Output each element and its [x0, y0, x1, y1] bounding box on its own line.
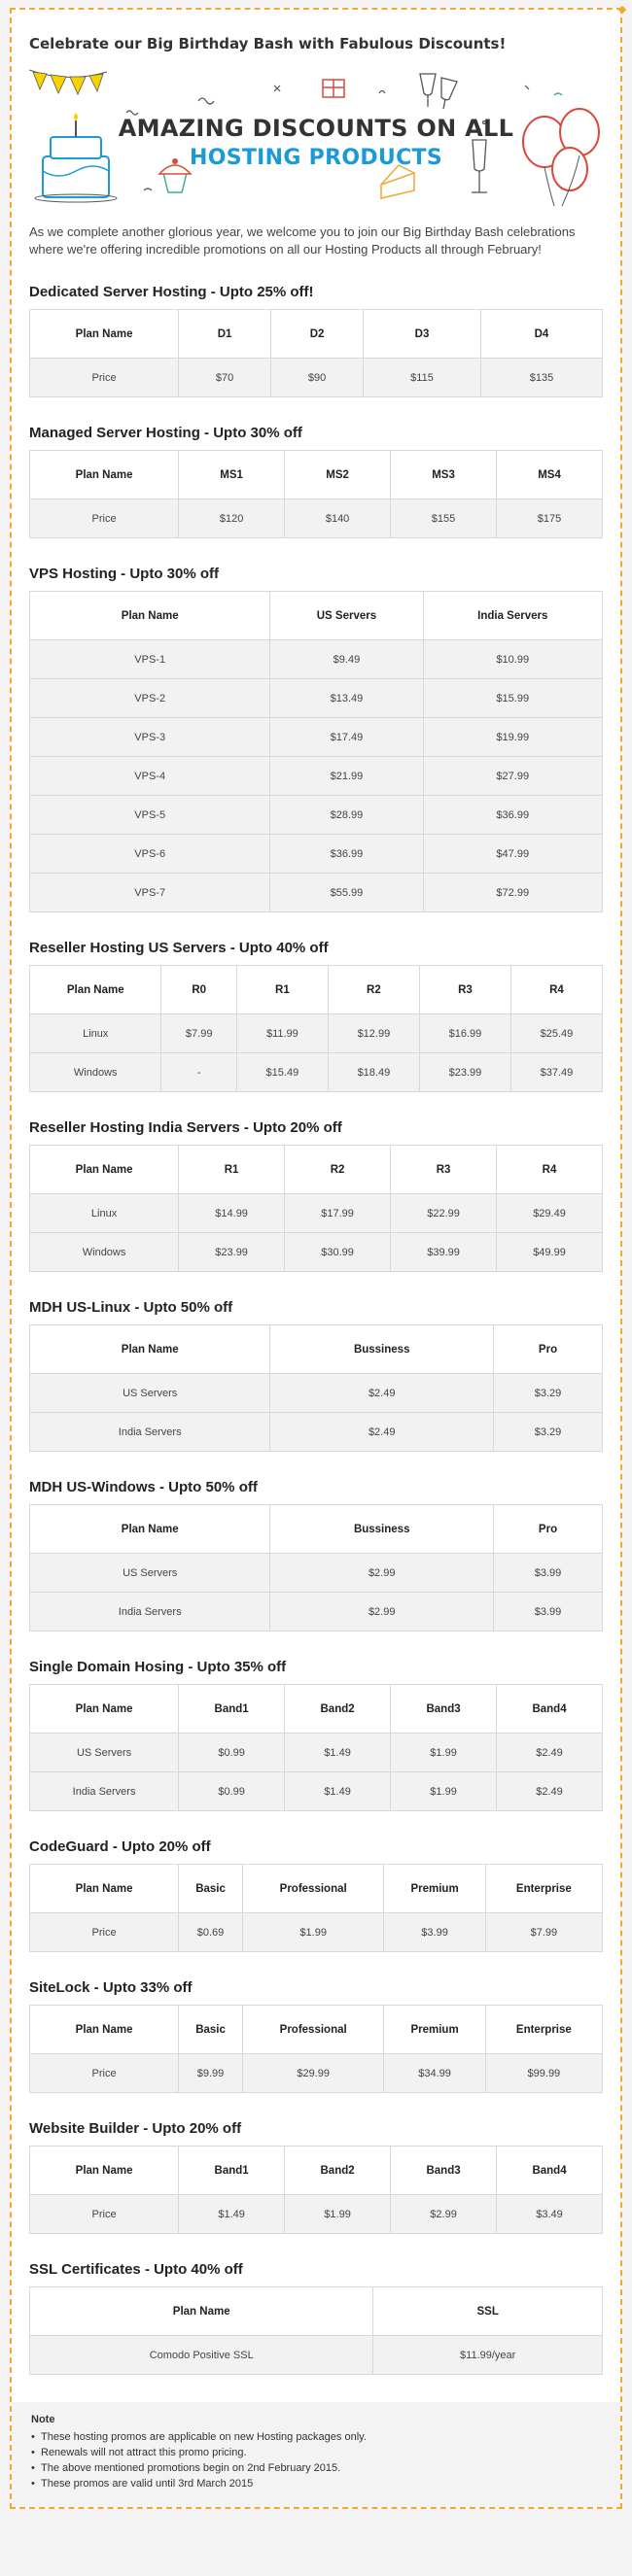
- table-row: [30, 359, 603, 397]
- table-header-row: [30, 1865, 603, 1913]
- table-header-row: [30, 2006, 603, 2054]
- price-cell: $2.49: [497, 1772, 603, 1811]
- table-row: [30, 1554, 603, 1593]
- table-row: [30, 796, 603, 835]
- table-header-row: [30, 592, 603, 640]
- column-header: Professional: [242, 2006, 383, 2054]
- price-cell: $14.99: [179, 1194, 285, 1233]
- table-row: [30, 874, 603, 912]
- price-cell: $30.99: [285, 1233, 391, 1272]
- note-item: • These promos are valid until 3rd March 2015: [31, 2478, 601, 2490]
- pricing-table: [29, 2005, 603, 2093]
- column-header: India Servers: [423, 592, 603, 640]
- row-label: India Servers: [30, 1772, 179, 1811]
- price-cell: $39.99: [391, 1233, 497, 1272]
- table-header-row: [30, 310, 603, 359]
- column-header: D4: [480, 310, 602, 359]
- price-cell: $29.49: [497, 1194, 603, 1233]
- price-cell: $1.99: [242, 1913, 383, 1952]
- column-header: Band2: [285, 2147, 391, 2195]
- price-cell: $15.49: [236, 1053, 328, 1092]
- cake-slice-icon: [381, 165, 414, 198]
- column-header: Plan Name: [30, 2287, 373, 2336]
- table-header-row: [30, 2147, 603, 2195]
- column-header: MS1: [179, 451, 285, 499]
- price-cell: $90: [271, 359, 364, 397]
- price-cell: $27.99: [423, 757, 603, 796]
- price-cell: $1.99: [391, 1772, 497, 1811]
- price-cell: $140: [285, 499, 391, 538]
- table-row: [30, 1053, 603, 1092]
- pricing-sections: [29, 284, 603, 2375]
- table-header-row: [30, 2287, 603, 2336]
- column-header: Band1: [179, 1685, 285, 1734]
- pricing-table: [29, 450, 603, 538]
- column-header: Band4: [497, 2147, 603, 2195]
- section-title: SiteLock - Upto 33% off: [29, 1979, 193, 1996]
- price-cell: $28.99: [270, 796, 423, 835]
- table-header-row: [30, 1685, 603, 1734]
- section-title: Website Builder - Upto 20% off: [29, 2120, 242, 2137]
- section-title: Reseller Hosting India Servers - Upto 20% off: [29, 1119, 342, 1136]
- price-cell: $18.49: [328, 1053, 419, 1092]
- table-row: [30, 1593, 603, 1631]
- column-header: Plan Name: [30, 966, 161, 1014]
- price-cell: $3.29: [494, 1374, 603, 1413]
- price-cell: -: [161, 1053, 236, 1092]
- price-cell: $0.99: [179, 1772, 285, 1811]
- price-cell: $155: [391, 499, 497, 538]
- price-cell: $15.99: [423, 679, 603, 718]
- price-cell: $120: [179, 499, 285, 538]
- banner-subheadline: HOSTING PRODUCTS: [190, 146, 442, 170]
- section-title: SSL Certificates - Upto 40% off: [29, 2261, 243, 2278]
- price-cell: $9.49: [270, 640, 423, 679]
- note-item: • Renewals will not attract this promo pricing.: [31, 2447, 601, 2458]
- price-cell: $1.49: [285, 1734, 391, 1772]
- table-row: [30, 679, 603, 718]
- promo-frame: [10, 4, 627, 2509]
- price-cell: $2.99: [391, 2195, 497, 2234]
- price-cell: $23.99: [419, 1053, 510, 1092]
- note-list: [31, 2431, 601, 2490]
- column-header: Premium: [384, 1865, 485, 1913]
- column-header: D1: [179, 310, 271, 359]
- corner-arrow-icon: ◆: [617, 4, 627, 16]
- row-label: VPS-7: [30, 874, 270, 912]
- section-title: CodeGuard - Upto 20% off: [29, 1838, 211, 1855]
- row-label: VPS-3: [30, 718, 270, 757]
- price-cell: $1.49: [285, 1772, 391, 1811]
- price-cell: $55.99: [270, 874, 423, 912]
- price-cell: $3.29: [494, 1413, 603, 1452]
- row-label: VPS-1: [30, 640, 270, 679]
- table-row: [30, 1913, 603, 1952]
- note-item: • The above mentioned promotions begin on 2nd February 2015.: [31, 2462, 601, 2474]
- row-label: VPS-4: [30, 757, 270, 796]
- column-header: Enterprise: [485, 1865, 602, 1913]
- price-cell: $10.99: [423, 640, 603, 679]
- column-header: D3: [364, 310, 481, 359]
- price-cell: $11.99/year: [373, 2336, 603, 2375]
- price-cell: $25.49: [510, 1014, 602, 1053]
- note-item: • These hosting promos are applicable on new Hosting packages only.: [31, 2431, 601, 2443]
- column-header: Pro: [494, 1505, 603, 1554]
- price-cell: $13.49: [270, 679, 423, 718]
- price-cell: $0.69: [179, 1913, 243, 1952]
- section-title: MDH US-Linux - Upto 50% off: [29, 1299, 233, 1316]
- pricing-table: [29, 2286, 603, 2375]
- price-cell: $115: [364, 359, 481, 397]
- pricing-table: [29, 965, 603, 1092]
- column-header: Professional: [242, 1865, 383, 1913]
- column-header: Basic: [179, 2006, 243, 2054]
- table-header-row: [30, 1325, 603, 1374]
- price-cell: $2.99: [270, 1593, 494, 1631]
- section-title: VPS Hosting - Upto 30% off: [29, 566, 219, 582]
- column-header: MS2: [285, 451, 391, 499]
- column-header: Plan Name: [30, 592, 270, 640]
- row-label: Price: [30, 359, 179, 397]
- table-row: [30, 757, 603, 796]
- section-title: Reseller Hosting US Servers - Upto 40% off: [29, 940, 329, 956]
- price-cell: $17.99: [285, 1194, 391, 1233]
- note-title: Note: [31, 2414, 55, 2425]
- price-cell: $37.49: [510, 1053, 602, 1092]
- row-label: Linux: [30, 1194, 179, 1233]
- table-row: [30, 835, 603, 874]
- price-cell: $3.99: [494, 1593, 603, 1631]
- column-header: SSL: [373, 2287, 603, 2336]
- price-cell: $99.99: [485, 2054, 602, 2093]
- column-header: R0: [161, 966, 236, 1014]
- column-header: Plan Name: [30, 310, 179, 359]
- price-cell: $17.49: [270, 718, 423, 757]
- table-header-row: [30, 1505, 603, 1554]
- column-header: MS4: [497, 451, 603, 499]
- price-cell: $36.99: [423, 796, 603, 835]
- row-label: Windows: [30, 1233, 179, 1272]
- column-header: Basic: [179, 1865, 243, 1913]
- column-header: Bussiness: [270, 1325, 494, 1374]
- pricing-table: [29, 1684, 603, 1811]
- table-row: [30, 1772, 603, 1811]
- column-header: Pro: [494, 1325, 603, 1374]
- row-label: Price: [30, 2054, 179, 2093]
- gift-icon: [323, 80, 344, 97]
- column-header: D2: [271, 310, 364, 359]
- table-row: [30, 2195, 603, 2234]
- pricing-table: [29, 1864, 603, 1952]
- price-cell: $175: [497, 499, 603, 538]
- table-row: [30, 640, 603, 679]
- price-cell: $3.99: [384, 1913, 485, 1952]
- column-header: Bussiness: [270, 1505, 494, 1554]
- column-header: Plan Name: [30, 1685, 179, 1734]
- section-title: Single Domain Hosing - Upto 35% off: [29, 1659, 287, 1675]
- column-header: R4: [510, 966, 602, 1014]
- column-header: R4: [497, 1146, 603, 1194]
- table-header-row: [30, 966, 603, 1014]
- wine-glasses-icon: [420, 74, 457, 109]
- column-header: Band2: [285, 1685, 391, 1734]
- column-header: R2: [285, 1146, 391, 1194]
- section-title: Managed Server Hosting - Upto 30% off: [29, 425, 302, 441]
- price-cell: $3.99: [494, 1554, 603, 1593]
- pricing-table: [29, 1324, 603, 1452]
- column-header: Plan Name: [30, 1146, 179, 1194]
- table-row: [30, 2054, 603, 2093]
- table-row: [30, 2336, 603, 2375]
- price-cell: $2.99: [270, 1554, 494, 1593]
- flag-bunting-icon: [29, 70, 107, 94]
- column-header: Plan Name: [30, 2147, 179, 2195]
- price-cell: $16.99: [419, 1014, 510, 1053]
- row-label: Price: [30, 1913, 179, 1952]
- price-cell: $12.99: [328, 1014, 419, 1053]
- price-cell: $49.99: [497, 1233, 603, 1272]
- table-header-row: [30, 1146, 603, 1194]
- section-title: MDH US-Windows - Upto 50% off: [29, 1479, 258, 1495]
- row-label: US Servers: [30, 1374, 270, 1413]
- table-row: [30, 718, 603, 757]
- column-header: R2: [328, 966, 419, 1014]
- price-cell: $7.99: [485, 1913, 602, 1952]
- row-label: Windows: [30, 1053, 161, 1092]
- price-cell: $135: [480, 359, 602, 397]
- row-label: Price: [30, 499, 179, 538]
- table-header-row: [30, 451, 603, 499]
- price-cell: $11.99: [236, 1014, 328, 1053]
- price-cell: $72.99: [423, 874, 603, 912]
- pricing-table: [29, 1504, 603, 1631]
- price-cell: $1.49: [179, 2195, 285, 2234]
- column-header: R1: [236, 966, 328, 1014]
- column-header: Premium: [384, 2006, 485, 2054]
- pricing-table: [29, 1145, 603, 1272]
- price-cell: $1.99: [391, 1734, 497, 1772]
- price-cell: $7.99: [161, 1014, 236, 1053]
- column-header: Band4: [497, 1685, 603, 1734]
- table-row: [30, 499, 603, 538]
- price-cell: $70: [179, 359, 271, 397]
- banner-headline: AMAZING DISCOUNTS ON ALL: [118, 115, 514, 142]
- promo-banner: [29, 64, 603, 212]
- price-cell: $22.99: [391, 1194, 497, 1233]
- column-header: MS3: [391, 451, 497, 499]
- column-header: Plan Name: [30, 1325, 270, 1374]
- row-label: Comodo Positive SSL: [30, 2336, 373, 2375]
- column-header: R3: [419, 966, 510, 1014]
- pricing-table: [29, 309, 603, 397]
- price-cell: $9.99: [179, 2054, 243, 2093]
- price-cell: $2.49: [497, 1734, 603, 1772]
- page-title: Celebrate our Big Birthday Bash with Fabulous Discounts!: [29, 35, 507, 52]
- price-cell: $2.49: [270, 1413, 494, 1452]
- intro-paragraph: As we complete another glorious year, we welcome you to join our Big Birthday Bash celebrations where we're offering incredible promotions on all our Hosting Products all through February!: [29, 224, 576, 257]
- price-cell: $1.99: [285, 2195, 391, 2234]
- price-cell: $47.99: [423, 835, 603, 874]
- price-cell: $19.99: [423, 718, 603, 757]
- column-header: Band3: [391, 1685, 497, 1734]
- note-block: [12, 2402, 620, 2507]
- table-row: [30, 1374, 603, 1413]
- column-header: US Servers: [270, 592, 423, 640]
- price-cell: $29.99: [242, 2054, 383, 2093]
- column-header: Plan Name: [30, 1505, 270, 1554]
- row-label: India Servers: [30, 1413, 270, 1452]
- table-row: [30, 1014, 603, 1053]
- row-label: US Servers: [30, 1554, 270, 1593]
- price-cell: $36.99: [270, 835, 423, 874]
- row-label: Linux: [30, 1014, 161, 1053]
- column-header: Enterprise: [485, 2006, 602, 2054]
- price-cell: $0.99: [179, 1734, 285, 1772]
- pricing-table: [29, 591, 603, 912]
- column-header: R1: [179, 1146, 285, 1194]
- table-row: [30, 1413, 603, 1452]
- price-cell: $23.99: [179, 1233, 285, 1272]
- table-row: [30, 1194, 603, 1233]
- table-row: [30, 1734, 603, 1772]
- row-label: VPS-6: [30, 835, 270, 874]
- price-cell: $34.99: [384, 2054, 485, 2093]
- row-label: Price: [30, 2195, 179, 2234]
- row-label: India Servers: [30, 1593, 270, 1631]
- price-cell: $21.99: [270, 757, 423, 796]
- column-header: Band3: [391, 2147, 497, 2195]
- column-header: R3: [391, 1146, 497, 1194]
- price-cell: $3.49: [497, 2195, 603, 2234]
- row-label: VPS-5: [30, 796, 270, 835]
- column-header: Plan Name: [30, 1865, 179, 1913]
- price-cell: $2.49: [270, 1374, 494, 1413]
- row-label: US Servers: [30, 1734, 179, 1772]
- column-header: Plan Name: [30, 2006, 179, 2054]
- column-header: Band1: [179, 2147, 285, 2195]
- column-header: Plan Name: [30, 451, 179, 499]
- row-label: VPS-2: [30, 679, 270, 718]
- pricing-table: [29, 2146, 603, 2234]
- table-row: [30, 1233, 603, 1272]
- section-title: Dedicated Server Hosting - Upto 25% off!: [29, 284, 314, 300]
